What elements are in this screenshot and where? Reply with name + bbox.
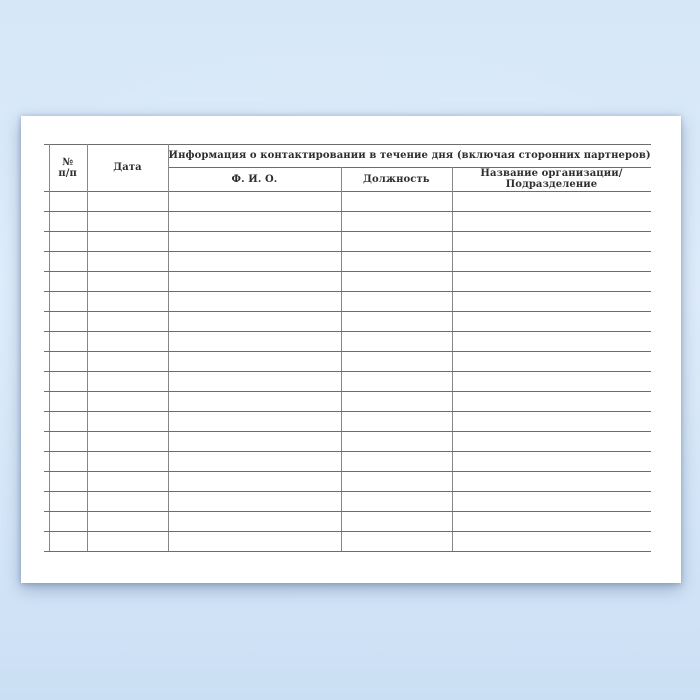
body-row-line [44, 371, 651, 372]
header-bottom-border [44, 191, 651, 192]
col-divider-position-org [452, 167, 453, 552]
body-row-line [44, 491, 651, 492]
body-row-line [44, 291, 651, 292]
header-info-group-label: Информация о контактировании в течение дня (включая сторонних партнеров) [168, 150, 651, 161]
body-row-line [44, 351, 651, 352]
body-row-line [44, 431, 651, 432]
body-row-line [44, 331, 651, 332]
body-row-line [44, 271, 651, 272]
header-date [87, 144, 169, 191]
body-row-line [44, 211, 651, 212]
header-info-group [168, 144, 651, 167]
body-row-line [44, 451, 651, 452]
body-row-line [44, 231, 651, 232]
paper-sheet [21, 116, 681, 583]
header-org-line2: Подразделение [505, 179, 598, 190]
header-org [452, 167, 651, 191]
contact-table [44, 144, 651, 552]
header-position [341, 167, 452, 191]
body-row-line [44, 411, 651, 412]
col-divider-fio-position [341, 167, 342, 552]
header-fio [168, 167, 340, 191]
body-row-line [44, 531, 651, 532]
header-num-line1: № [62, 156, 74, 168]
header-fio-label: Ф. И. О. [231, 173, 278, 185]
header-num [49, 144, 87, 191]
body-row-line [44, 551, 651, 552]
header-date-label: Дата [113, 162, 142, 173]
body-row-line [44, 471, 651, 472]
body-row-line [44, 251, 651, 252]
body-row-line [44, 311, 651, 312]
header-position-label: Должность [363, 173, 430, 185]
body-row-line [44, 511, 651, 512]
body-row-line [44, 391, 651, 392]
header-org-line1: Название организации/ [480, 168, 623, 179]
header-num-line2: п/п [58, 167, 77, 179]
